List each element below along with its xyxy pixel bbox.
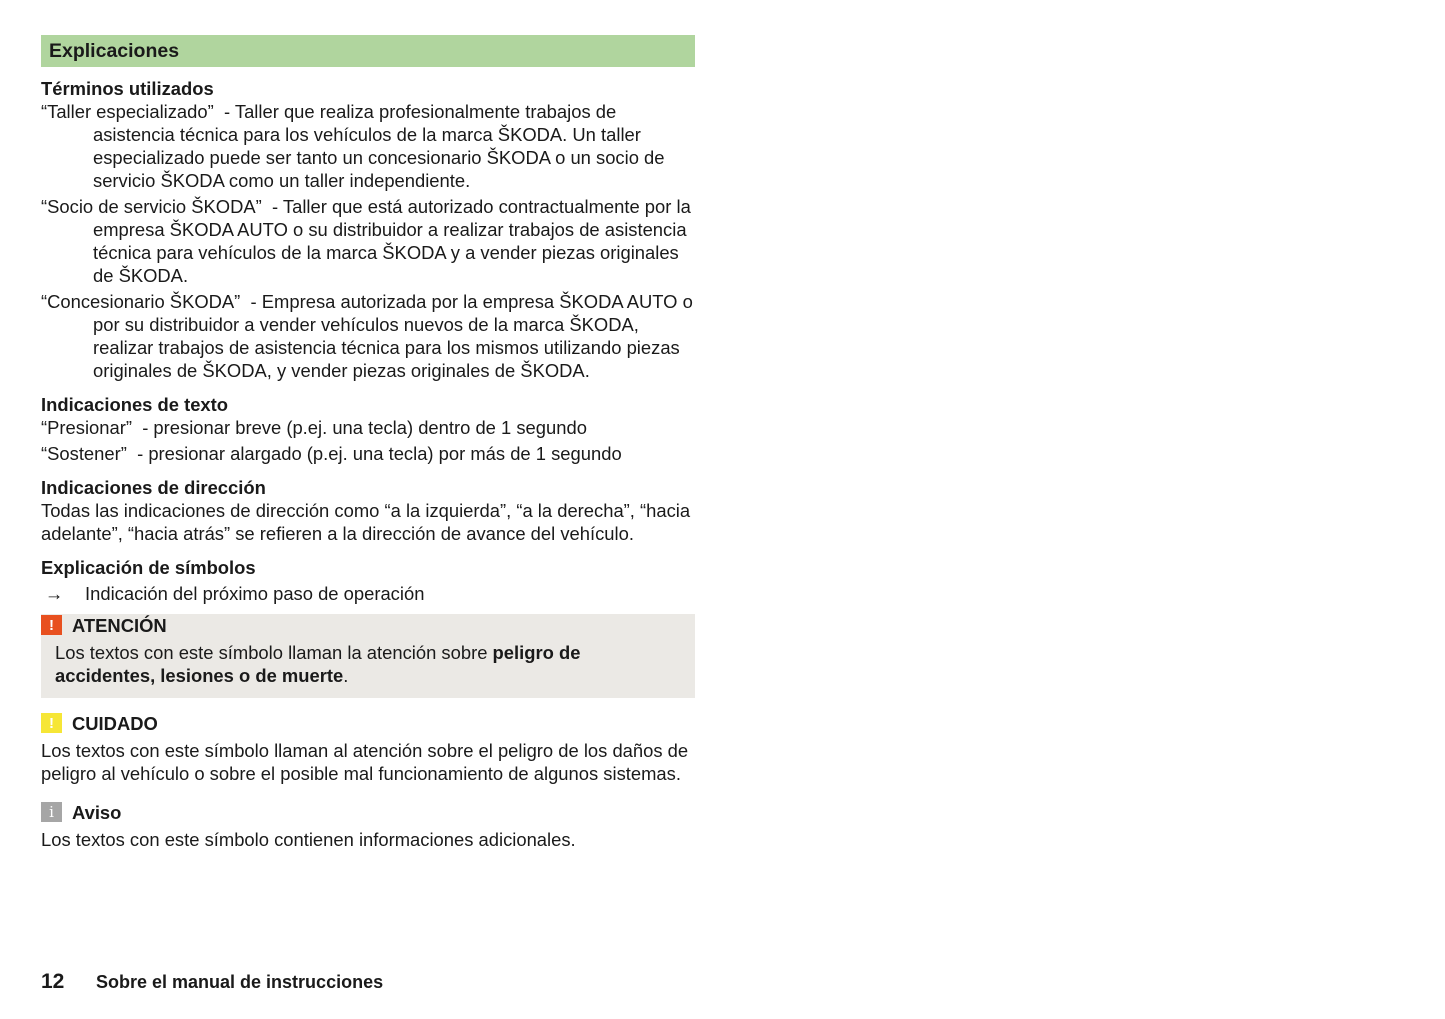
caution-section — [41, 712, 695, 785]
indication-definition: - presionar alargado (p.ej. una tecla) por más de 1 segundo — [137, 443, 622, 464]
indication-label: “Presionar” — [41, 417, 132, 438]
text-indications-section — [41, 393, 695, 465]
symbols-section — [41, 556, 695, 605]
term-label: “Concesionario ŠKODA” — [41, 291, 241, 312]
warning-icon: ! — [41, 615, 62, 635]
term-entry — [41, 290, 695, 382]
direction-text: Todas las indicaciones de dirección como “a la izquierda”, “a la derecha”, “hacia adelante”, “hacia atrás” se refieren a la dirección de avance del vehículo. — [41, 500, 691, 544]
symbols-heading: Explicación de símbolos — [41, 557, 256, 578]
note-section — [41, 801, 695, 851]
terms-heading: Términos utilizados — [41, 78, 214, 99]
page-number: 12 — [41, 970, 65, 993]
term-definition: - Taller que está autorizado contractualmente por la empresa ŠKODA AUTO o su distribuidor a realizar trabajos de asistencia técnica para vehículos de la marca ŠKODA y a vender piezas originales de ŠKODA. — [93, 196, 691, 286]
indication-label: “Sostener” — [41, 443, 127, 464]
arrow-right-icon: → — [45, 583, 64, 604]
warning-text-end: . — [343, 665, 349, 686]
caution-text: Los textos con este símbolo llaman al atención sobre el peligro de los daños de peligro al vehículo o sobre el posible mal funcionamiento de algunos sistemas. — [41, 740, 689, 784]
caution-icon: ! — [41, 713, 62, 733]
term-definition: - Taller que realiza profesionalmente trabajos de asistencia técnica para los vehículos de la marca ŠKODA. Un taller especializado puede ser tanto un concesionario ŠKODA o un socio de servicio ŠKODA como un taller independiente. — [93, 101, 665, 191]
indication-entry — [41, 442, 695, 465]
warning-title: ATENCIÓN — [72, 614, 167, 636]
direction-heading: Indicaciones de dirección — [41, 477, 266, 498]
warning-text-bold: peligro de accidentes, lesiones o de muerte — [55, 642, 581, 686]
warning-text-start: Los textos con este símbolo llaman la atención sobre — [55, 642, 493, 663]
term-definition: - Empresa autorizada por la empresa ŠKODA AUTO o por su distribuidor a vender vehículos nuevos de la marca ŠKODA, realizar trabajos de asistencia técnica para los mismos utilizando piezas originales de ŠKODA, y vender piezas originales de ŠKODA. — [93, 291, 693, 381]
note-text: Los textos con este símbolo contienen informaciones adicionales. — [41, 829, 576, 850]
symbol-row — [41, 582, 695, 605]
warning-text — [41, 641, 681, 687]
text-indications-heading: Indicaciones de texto — [41, 394, 229, 415]
terms-section — [41, 77, 695, 382]
info-icon: i — [41, 802, 62, 822]
term-entry — [41, 195, 695, 287]
direction-section — [41, 476, 695, 545]
term-entry — [41, 100, 695, 192]
caution-header — [41, 712, 695, 734]
section-banner: Explicaciones — [41, 35, 695, 67]
indication-definition: - presionar breve (p.ej. una tecla) dentro de 1 segundo — [142, 417, 587, 438]
footer-section-title: Sobre el manual de instrucciones — [96, 972, 384, 992]
content-column — [41, 35, 695, 851]
warning-header — [41, 614, 681, 636]
warning-box — [41, 614, 695, 698]
term-label: “Taller especializado” — [41, 101, 214, 122]
note-title: Aviso — [72, 801, 122, 823]
symbol-description: Indicación del próximo paso de operación — [85, 583, 425, 604]
indication-entry — [41, 416, 695, 439]
term-label: “Socio de servicio ŠKODA” — [41, 196, 262, 217]
caution-title: CUIDADO — [72, 712, 158, 734]
page-footer — [41, 970, 383, 994]
note-header — [41, 801, 695, 823]
